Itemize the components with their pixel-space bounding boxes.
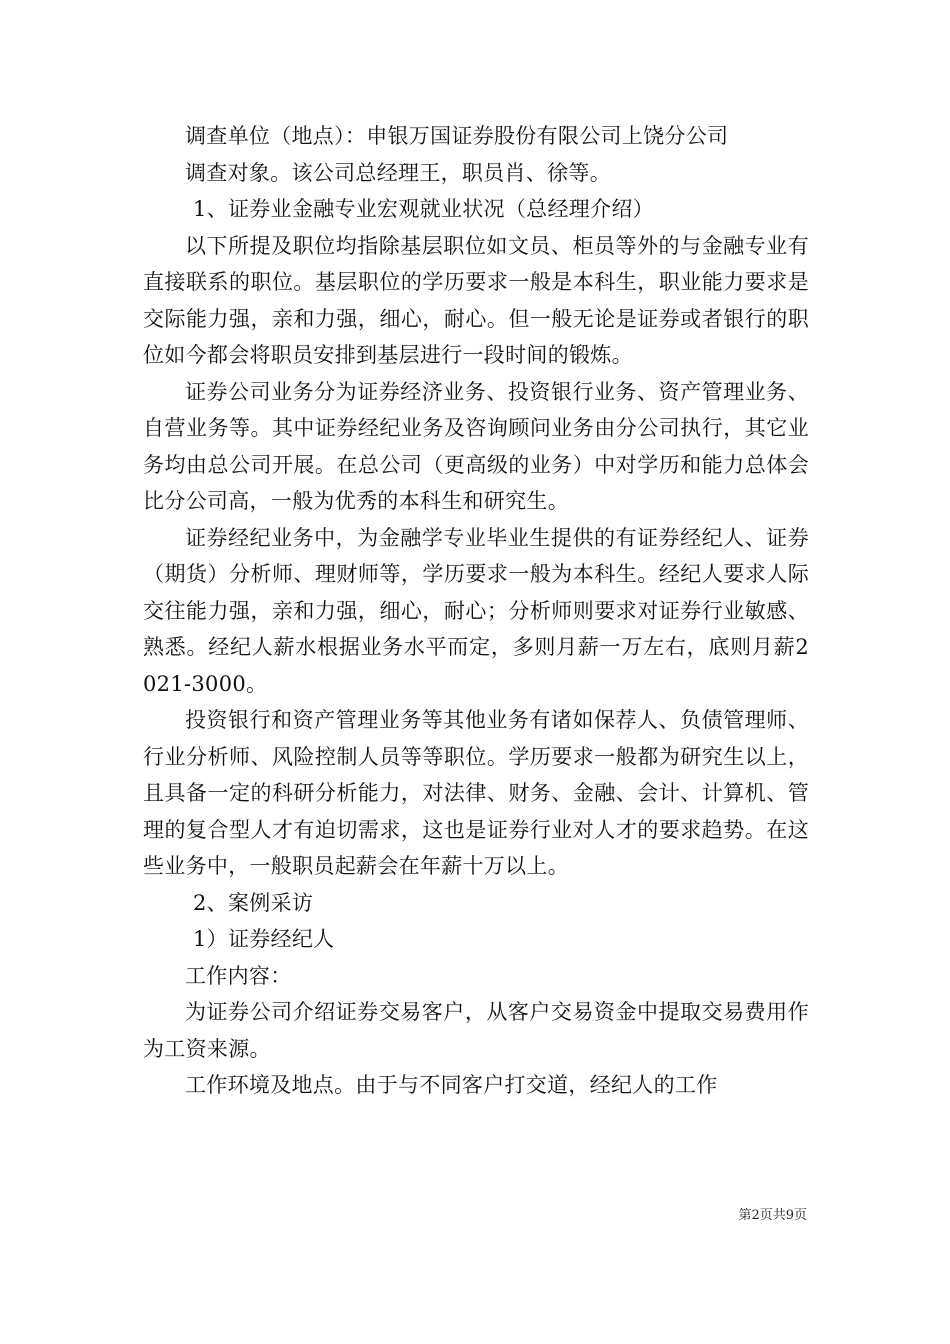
paragraph-investment-banking: 投资银行和资产管理业务等其他业务有诸如保荐人、负债管理师、行业分析师、风险控制人员等等职位。学历要求一般都为研究生以上，且具备一定的科研分析能力，对法律、财务、金融、会计、计算机、管理的复合型人才有迫切需求，这也是证券行业对人才的要求趋势。在这些业务中，一般职员起薪会在年薪十万以上。 xyxy=(143,708,809,878)
paragraph-work-environment: 工作环境及地点。由于与不同客户打交道，经纪人的工作 xyxy=(185,1073,718,1097)
paragraph-brokerage-business: 证券经纪业务中，为金融学专业毕业生提供的有证券经纪人、证券（期货）分析师、理财师等，学历要求一般为本科生。经纪人要求人际交往能力强，亲和力强，细心，耐心；分析师则要求对证券行业敏感、熟悉。经纪人薪水根据业务水平而定，多则月薪一万左右，底则月薪2021-3000。 xyxy=(143,525,809,696)
subsection-heading-broker: 1）证券经纪人 xyxy=(193,927,335,951)
document-body xyxy=(143,118,809,1104)
paragraph-work-content: 为证券公司介绍证券交易客户，从客户交易资金中提取交易费用作为工资来源。 xyxy=(143,1000,809,1061)
paragraph-basic-positions: 以下所提及职位均指除基层职位如文员、柜员等外的与金融专业有直接联系的职位。基层职位的学历要求一般是本科生，职业能力要求是交际能力强，亲和力强，细心，耐心。但一般无论是证券或者银行的职位如今都会将职员安排到基层进行一段时间的锻炼。 xyxy=(143,233,809,367)
page-number-footer: 第2页共9页 xyxy=(738,1208,807,1223)
label-work-content: 工作内容： xyxy=(185,963,292,988)
paragraph-survey-unit: 调查单位（地点）：申银万国证券股份有限公司上饶分公司 xyxy=(185,124,729,148)
section-heading-1: 1、证券业金融专业宏观就业状况（总经理介绍） xyxy=(193,197,654,221)
paragraph-business-types: 证券公司业务分为证券经济业务、投资银行业务、资产管理业务、自营业务等。其中证券经纪业务及咨询顾问业务由分公司执行，其它业务均由总公司开展。在总公司（更高级的业务）中对学历和能力总体会比分公司高，一般为优秀的本科生和研究生。 xyxy=(143,379,809,513)
section-heading-2: 2、案例采访 xyxy=(193,890,314,915)
paragraph-survey-subjects: 调查对象。该公司总经理王，职员肖、徐等。 xyxy=(185,160,611,185)
